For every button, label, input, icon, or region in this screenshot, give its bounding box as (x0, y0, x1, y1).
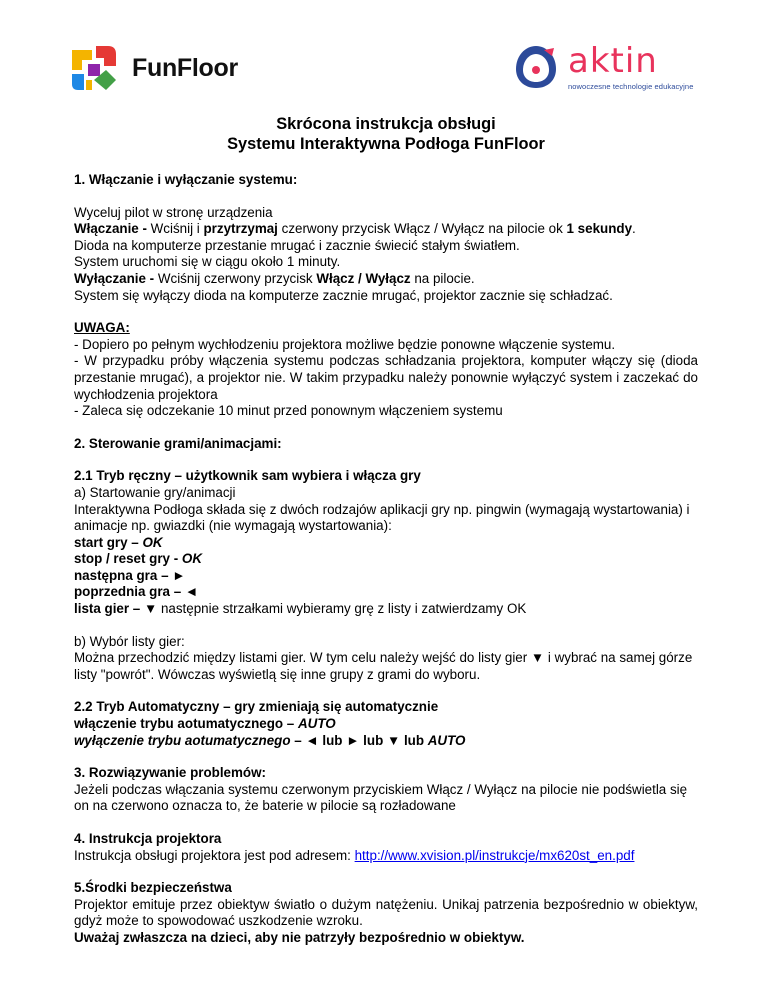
section-4 (74, 831, 698, 864)
section-2-b (74, 634, 698, 684)
section-1-heading: 1. Włączanie i wyłączanie systemu: (74, 172, 298, 187)
s1-line-1: Wyceluj pilot w stronę urządzenia (74, 204, 273, 220)
aktin-logo-text: aktin (568, 41, 658, 81)
title-line-1: Skrócona instrukcja obsługi (276, 115, 496, 133)
s1-line-2 (74, 221, 698, 238)
warning-line-3: - Zaleca się odczekanie 10 minut przed ponownym włączeniem systemu (74, 403, 503, 419)
warning-line-1: - Dopiero po pełnym wychłodzeniu projektora możliwe będzie ponowne włączenie systemu. (74, 336, 616, 352)
warning-line-2: - W przypadku próby włączenia systemu podczas schładzania projektora, komputer włączy się (dioda przestanie mrugać), a projektor nie. W takim przypadku należy ponownie wyłączyć system i zaczekać do wychłodzenia projektora (74, 353, 698, 402)
s2-auto-off-key: AUTO (427, 732, 466, 748)
s2-start (74, 535, 698, 552)
s2-start-key: OK (142, 534, 163, 550)
s2-a-text: Interaktywna Podłoga składa się z dwóch rodzajów aplikacji gry np. pingwin (wymagają wystartowania) i animacje np. gwiazdki (nie wymagają wystartowania): (74, 501, 690, 534)
s1-l2c: przytrzymaj (203, 221, 278, 237)
section-3 (74, 765, 698, 815)
s1-l2a: Włączanie - (74, 221, 151, 237)
s1-line-4: System uruchomi się w ciągu około 1 minuty. (74, 254, 341, 270)
s1-l5c: Włącz / Wyłącz (316, 270, 411, 286)
aktin-logo (514, 41, 694, 94)
s2-prev: poprzednia gra – ◄ (74, 584, 199, 600)
s2-a-label: a) Startowanie gry/animacji (74, 484, 236, 500)
section-5-bold: Uważaj zwłaszcza na dzieci, aby nie patrzyły bezpośrednio w obiektyw. (74, 929, 525, 945)
section-4-text: Instrukcja obsługi projektora jest pod adresem: (74, 847, 355, 863)
s2-start-label: start gry – (74, 534, 143, 550)
s2-auto-on-key: AUTO (297, 716, 336, 732)
section-3-text: Jeżeli podczas włączania systemu czerwonym przyciskiem Włącz / Wyłącz na pilocie nie podświetla się on na czerwono oznacza to, że baterie w pilocie są rozładowane (74, 781, 688, 814)
s1-l2f: . (632, 221, 636, 237)
title-line-2: Systemu Interaktywna Podłoga FunFloor (227, 135, 545, 153)
funfloor-logo-text: FunFloor (132, 53, 238, 82)
s2-auto-on-label: włączenie trybu aotumatycznego – (74, 716, 298, 732)
warning-label: UWAGA: (74, 320, 130, 336)
warning-block (74, 320, 698, 420)
section-5-text: Projektor emituje przez obiektyw światło o dużym natężeniu. Unikaj patrzenia bezpośrednio w obiektyw, gdyż może to spowodować uszkodzenie wzroku. (74, 896, 698, 929)
s1-l5d: na pilocie. (410, 270, 475, 286)
section-1-heading-block (74, 172, 698, 189)
s1-line-5 (74, 271, 698, 288)
section-2-2 (74, 699, 698, 749)
document-body (74, 114, 698, 963)
s2-auto-off (74, 733, 698, 750)
s2-list-label: lista gier – ▼ (74, 601, 158, 617)
section-4-text-line (74, 848, 698, 865)
s2-b-text: Można przechodzić między listami gier. W tym celu należy wejść do listy gier ▼ i wybrać na samej górze listy "powrót". Wówczas wyświetlą się inne grupy z grami do wyboru. (74, 650, 693, 682)
funfloor-logo (70, 42, 238, 94)
s1-l5b: Wciśnij czerwony przycisk (157, 270, 317, 286)
section-1-body (74, 205, 698, 305)
s1-l2d: czerwony przycisk Włącz / Wyłącz na pilocie ok (277, 221, 567, 237)
s2-sub2: 2.2 Tryb Automatyczny – gry zmieniają się automatycznie (74, 699, 439, 715)
s2-sub1: 2.1 Tryb ręczny – użytkownik sam wybiera i włącza gry (74, 468, 421, 484)
s1-l2e: 1 sekundy (566, 221, 633, 237)
projector-manual-link[interactable]: http://www.xvision.pl/instrukcje/mx620st_en.pdf (354, 847, 635, 863)
aktin-tagline: nowoczesne technologie edukacyjne (568, 82, 694, 91)
s1-line-3: Dioda na komputerze przestanie mrugać i zacznie świecić stałym światłem. (74, 237, 520, 253)
section-4-heading: 4. Instrukcja projektora (74, 831, 222, 846)
s2-stop-label: stop / reset gry - (74, 551, 182, 567)
section-5 (74, 880, 698, 946)
s2-list (74, 601, 698, 618)
s2-stop-key: OK (181, 551, 202, 567)
section-3-heading: 3. Rozwiązywanie problemów: (74, 765, 266, 781)
s1-l5a: Wyłączanie - (74, 270, 158, 286)
section-2-heading-block (74, 436, 698, 453)
s2-auto-on (74, 716, 698, 733)
s1-line-6: System się wyłączy dioda na komputerze zacznie mrugać, projektor zacznie się schładzać. (74, 287, 613, 303)
section-2-1 (74, 468, 698, 617)
aktin-mark-icon (514, 44, 558, 90)
s2-list-text: następnie strzałkami wybieramy grę z listy i zatwierdzamy OK (157, 601, 527, 617)
section-2-heading: 2. Sterowanie grami/animacjami: (74, 435, 282, 451)
funfloor-mark-icon (70, 44, 118, 92)
s2-next: następna gra – ► (74, 567, 186, 583)
s2-auto-off-label: wyłączenie trybu aotumatycznego (74, 732, 291, 748)
section-5-heading: 5.Środki bezpieczeństwa (74, 880, 232, 896)
s2-b-label: b) Wybór listy gier: (74, 633, 185, 649)
s2-stop (74, 551, 698, 568)
s1-l2b: Wciśnij i (150, 221, 204, 237)
s2-auto-off-keys: – ◄ lub ► lub ▼ lub (290, 732, 428, 748)
